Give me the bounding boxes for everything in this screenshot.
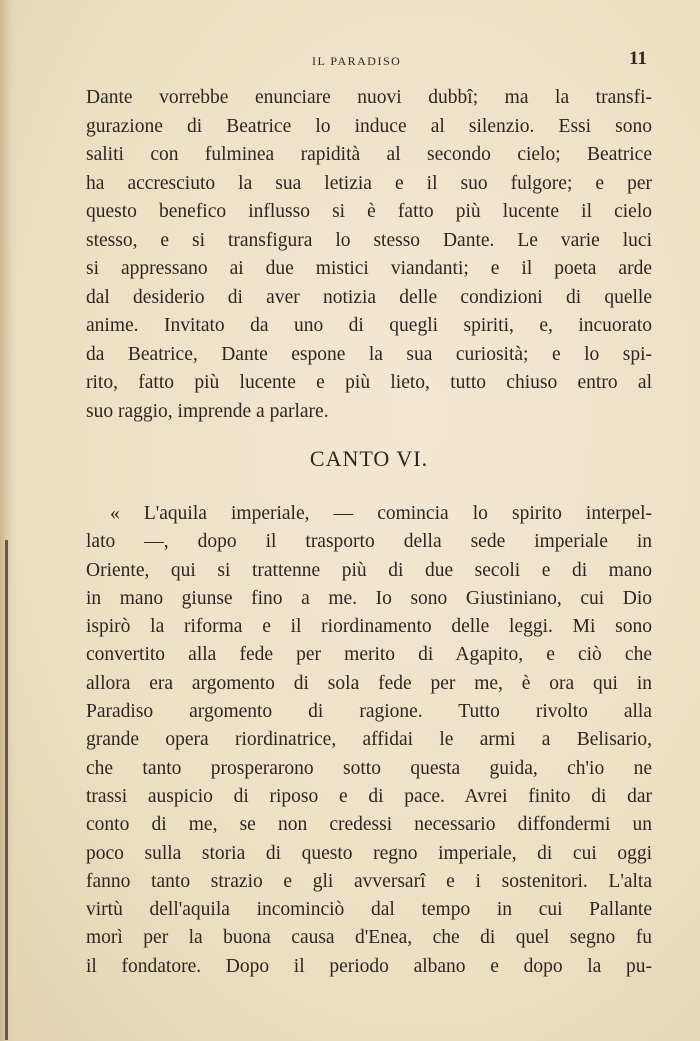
text-line: grande opera riordinatrice, affidai le armi a Belisario, [86,729,652,751]
page-number: 11 [629,48,647,69]
text-line: « L'aquila imperiale, — comincia lo spirito interpel- [110,503,652,524]
text-line: trassi auspicio di riposo e di pace. Avrei finito di dar [86,785,652,807]
text-line: convertito alla fede per merito di Agapito, e ciò che [86,644,652,666]
text-line: dal desiderio di aver notizia delle condizioni di quelle [86,286,652,308]
text-line: ha accresciuto la sua letizia e il suo fulgore; e per [86,172,652,194]
text-line: si appressano ai due mistici viandanti; e il poeta arde [86,258,652,279]
text-line: morì per la buona causa d'Enea, che di quel segno fu [86,927,652,949]
text-line: Dante vorrebbe enunciare nuovi dubbî; ma la transfi- [86,87,652,108]
text-line: lato —, dopo il trasporto della sede imperiale in [86,531,652,553]
text-line: ispirò la riforma e il riordinamento delle leggi. Mi sono [86,616,652,638]
text-line: gurazione di Beatrice lo induce al silenzio. Essi sono [86,115,652,137]
text-line: in mano giunse fino a me. Io sono Giustiniano, cui Dio [86,587,652,609]
text-line: anime. Invitato da uno di quegli spiriti, e, incuorato [86,315,652,336]
binding-shadow-line [5,540,8,1040]
intro-summary [86,84,652,426]
text-line: saliti con fulminea rapidità al secondo cielo; Beatrice [86,144,652,165]
text-line: che tanto prosperarono sotto questa guida, ch'io ne [86,757,652,779]
text-line: Oriente, qui si trattenne più di due secoli e di mano [86,559,652,581]
text-line: rito, fatto più lucente e più lieto, tutto chiuso entro al [86,372,652,393]
running-head [90,48,650,72]
running-title: IL PARADISO [312,54,402,68]
text-line: fanno tanto strazio e gli avversarî e i sostenitori. L'alta [86,870,652,892]
canto-body [86,500,652,981]
text-line: da Beatrice, Dante espone la sua curiosità; e lo spi- [86,343,652,365]
text-line: il fondatore. Dopo il periodo albano e dopo la pu- [86,955,652,977]
text-line: suo raggio, imprende a parlare. [86,400,329,422]
text-line: allora era argomento di sola fede per me, è ora qui in [86,672,652,694]
text-line: Paradiso argomento di ragione. Tutto rivolto alla [86,701,652,723]
text-line: virtù dell'aquila incominciò dal tempo in cui Pallante [86,899,652,921]
text-line: poco sulla storia di questo regno imperiale, di cui oggi [86,842,652,864]
text-line: questo benefico influsso si è fatto più lucente il cielo [86,201,652,222]
text-line: conto di me, se non credessi necessario diffondermi un [86,814,652,836]
text-line: stesso, e si transfigura lo stesso Dante. Le varie luci [86,229,652,251]
canto-heading: CANTO VI. [309,446,429,471]
